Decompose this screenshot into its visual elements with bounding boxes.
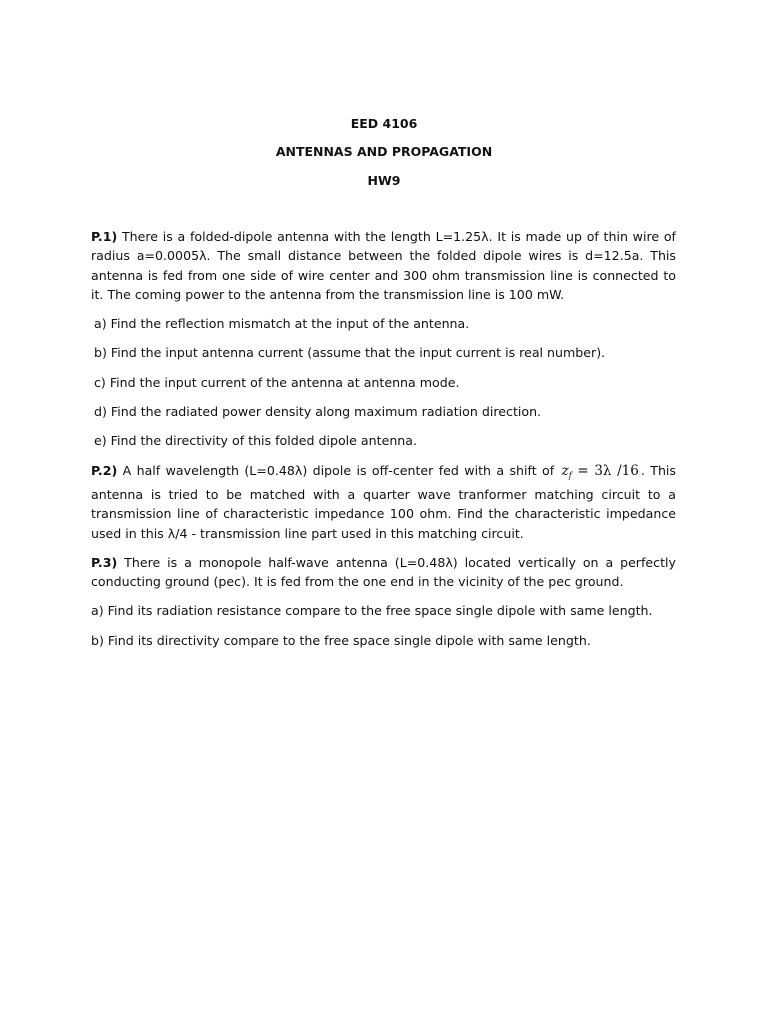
problem-1-item-d: d) Find the radiated power density along maximum radiation direction. (94, 404, 542, 420)
offset-equation (560, 463, 641, 479)
problem-1-item-c: c) Find the input current of the antenna at antenna mode. (94, 374, 460, 390)
equation-rhs: = 3λ /16 (571, 462, 639, 479)
problem-1-item-b: b) Find the input antenna current (assume that the input current is real number). (94, 345, 606, 361)
problem-number: P.2) (91, 462, 118, 478)
course-code: EED 4106 (350, 116, 418, 131)
problem-3 (91, 553, 676, 592)
problem-number: P.1) (91, 229, 118, 244)
problem-1-item-a: a) Find the reflection mismatch at the input of the antenna. (94, 316, 470, 332)
problem-1 (91, 227, 676, 304)
problem-2 (91, 461, 676, 543)
problem-text: There is a monopole half-wave antenna (L=0.48λ) located vertically on a perfectly conducting ground (pec). It is fed from the one end in the vicinity of the pec ground. (91, 554, 676, 590)
problem-1-item-e: e) Find the directivity of this folded dipole antenna. (94, 433, 418, 449)
problem-text-after: . This antenna is tried to be matched with a quarter wave tranformer matching circuit to a transmission line of characteristic impedance 100 ohm. Find the characteristic impedance used in this λ/4 - transmission line part used in this matching circuit. (91, 462, 676, 541)
problem-3-item-a: a) Find its radiation resistance compare to the free space single dipole with same length. (91, 603, 653, 619)
equation-base: z (561, 462, 569, 479)
problem-number: P.3) (91, 554, 118, 570)
course-title: ANTENNAS AND PROPAGATION (275, 144, 493, 159)
problem-text: There is a folded-dipole antenna with the length L=1.25λ. It is made up of thin wire of radius a=0.0005λ. The small distance between the folded dipole wires is d=12.5a. This antenna is fed from one side of wire center and 300 ohm transmission line is connected to it. The coming power to the antenna from the transmission line is 100 mW. (91, 229, 676, 302)
problem-3-item-b: b) Find its directivity compare to the free space single dipole with same length. (91, 632, 591, 648)
equation-subscript: f (568, 470, 572, 480)
assignment-title: HW9 (367, 173, 401, 188)
problem-text-before: A half wavelength (L=0.48λ) dipole is off-center fed with a shift of (117, 462, 560, 478)
problems-section (91, 227, 676, 660)
